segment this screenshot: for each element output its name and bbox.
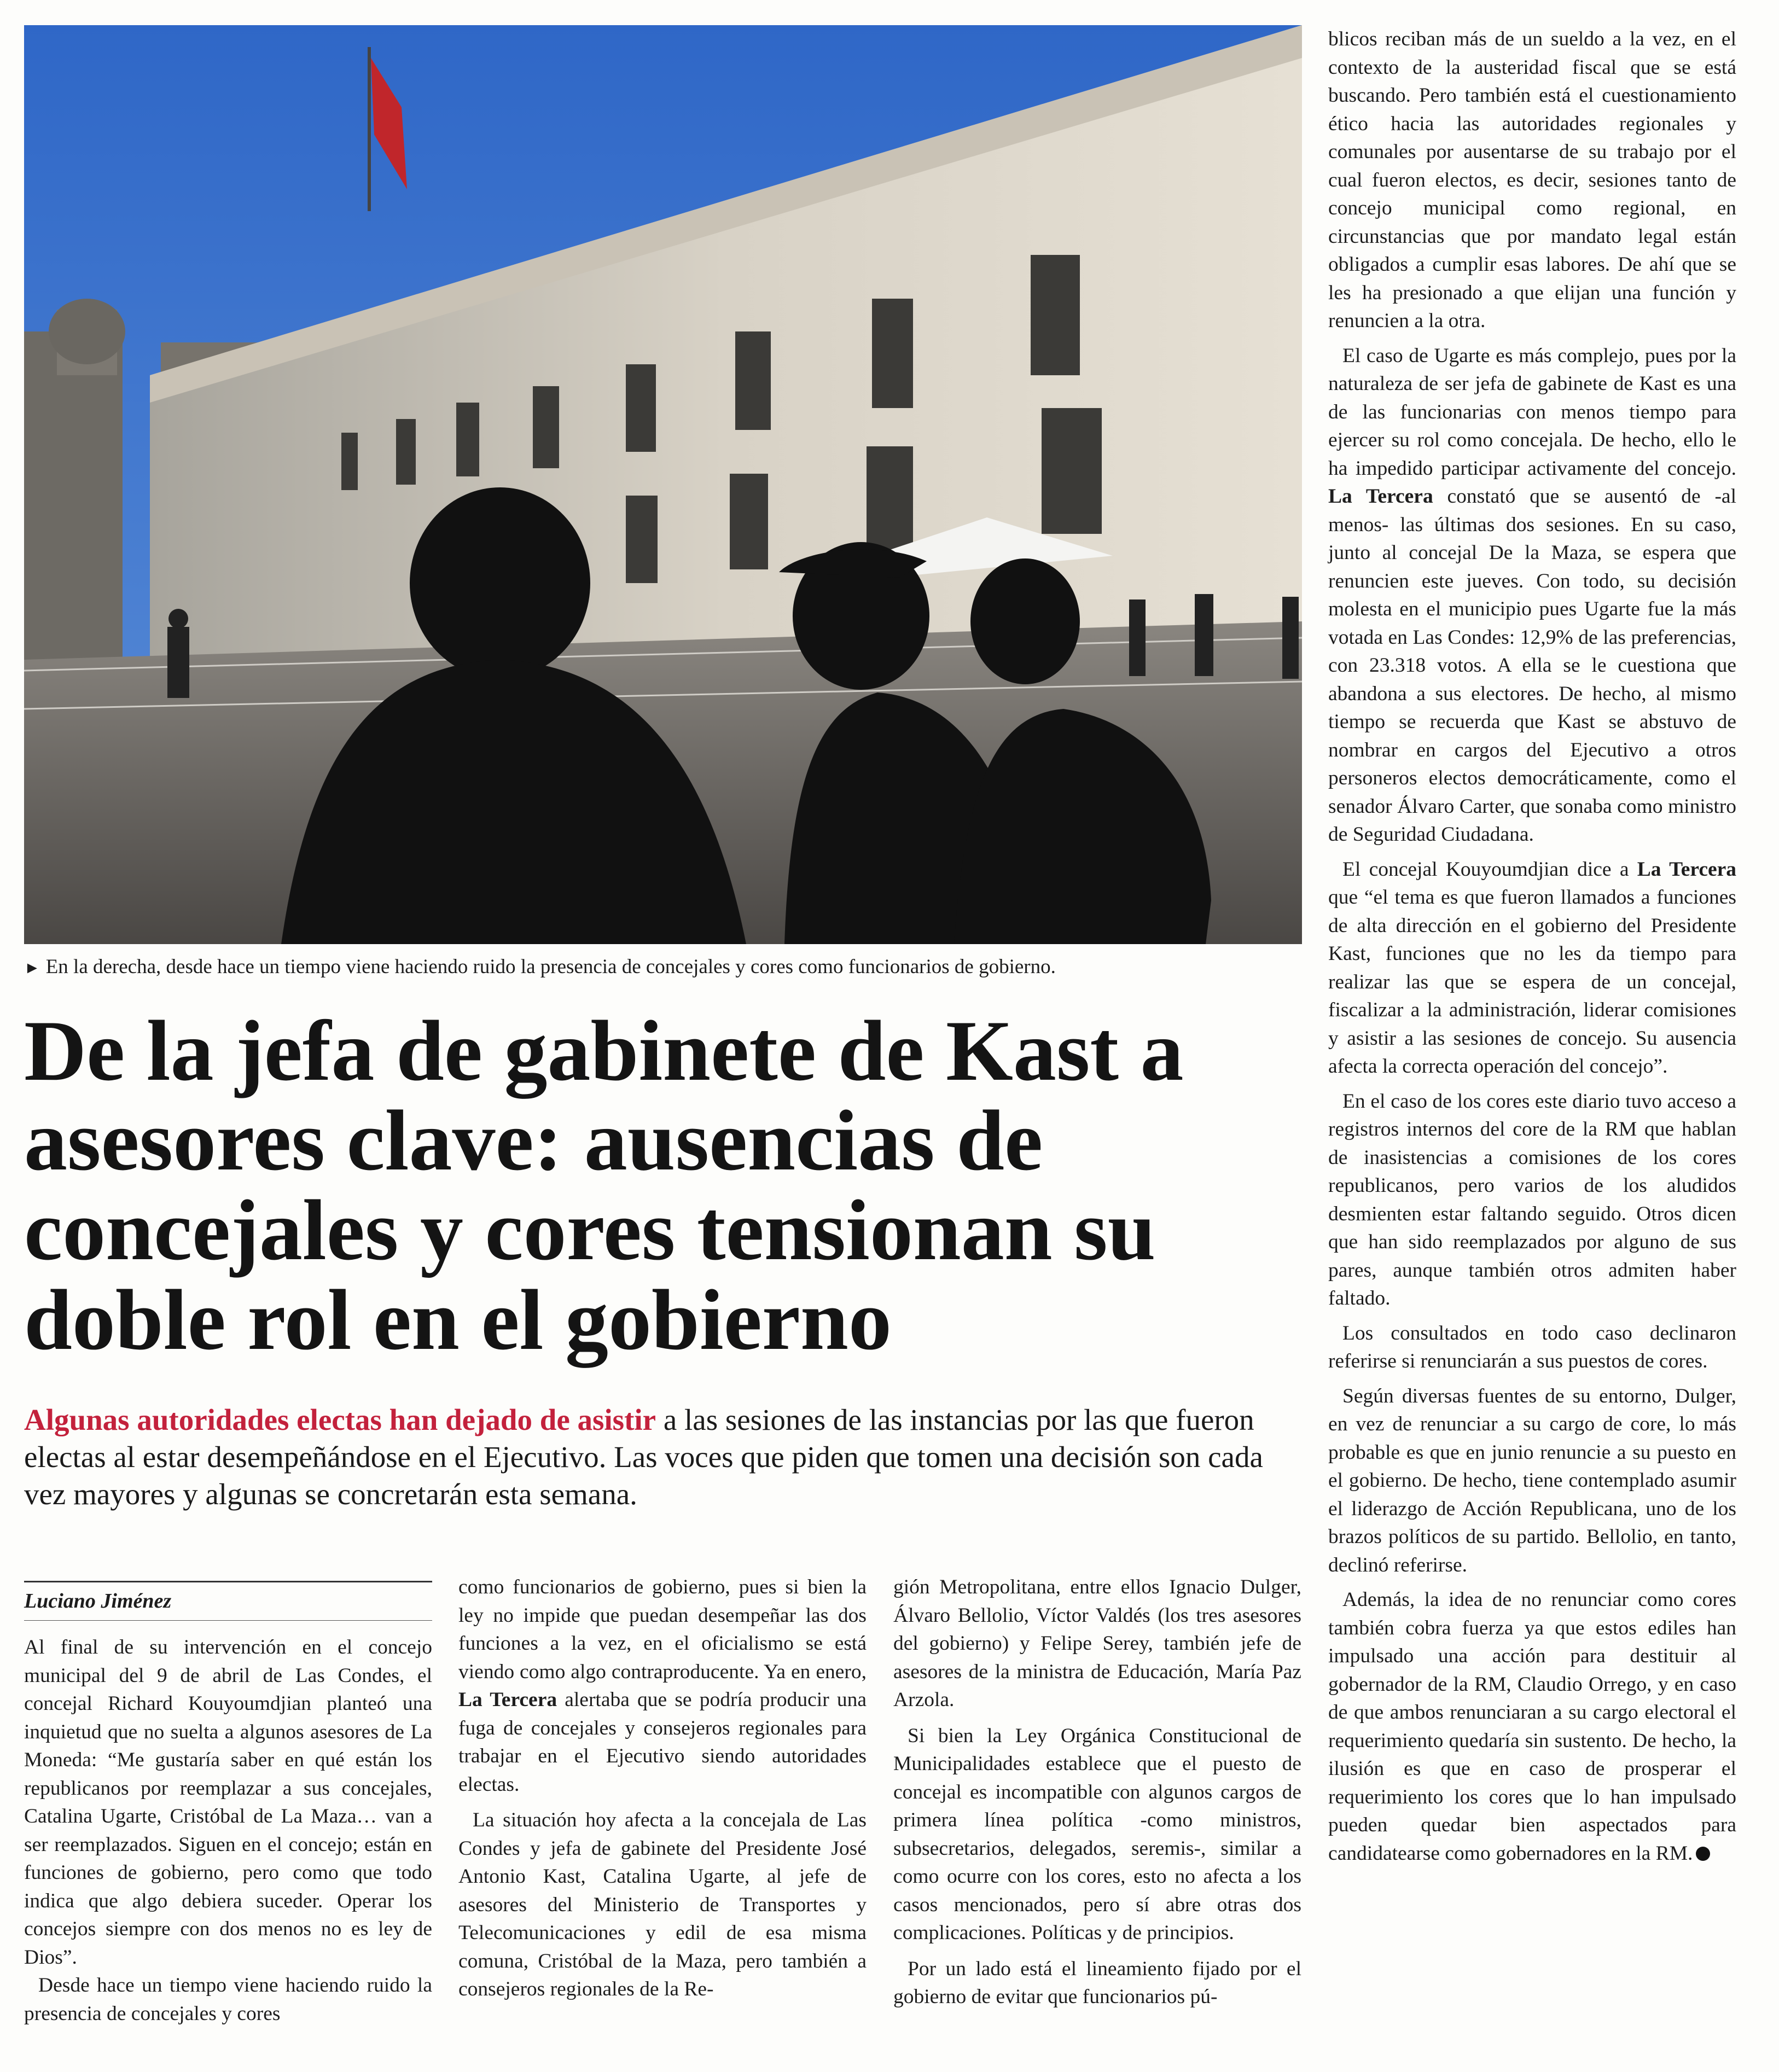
newspaper-name: La Tercera [1637, 858, 1737, 881]
end-mark-icon [1696, 1847, 1710, 1861]
paragraph: Al final de su intervención en el concejo municipal del 9 de abril de Las Condes, el concejal Richard Kouyoumdjian planteó una inquietud que no suelta a algunos asesores de La Moneda: “Me gustaría saber en qué están los republicanos por reemplazar a sus concejales, Catalina Ugarte, Cristóbal de La Maza… van a ser reemplazados. Siguen en el concejo; están en funciones de gobierno, pero como que todo indica que algo debiera suceder. Operar los concejos siempre con dos menos no es ley de Dios”. [24, 1636, 432, 1969]
text-run: Además, la idea de no renunciar como cores también cobra fuerza ya que estos ediles han impulsado una acción para destituir al gobernador de la RM, Claudio Orrego, y en caso de que ambos renunciaran a su cargo electoral el requerimiento quedaría sin sustento. De hecho, la ilusión es que en caso de prosperar el requerimiento los cores que lo han impulsado pueden quedar bien aspectados para candidatearse como gobernadores en la RM. [1328, 1588, 1736, 1865]
body-column-1 [24, 1633, 432, 2028]
paragraph: blicos reciban más de un sueldo a la vez, en el contexto de la austeridad fiscal que se está buscando. Pero también está el cuestionamiento ético hacia las autoridades regionales y comunales por ausentarse de su trabajo por el cual fueron electos, es decir, sesiones tanto de concejo municipal como regional, en circunstancias que por mandato legal están obligados a cumplir esas labores. De ahí que se les ha presionado a que elijan una función y renuncien a la otra. [1328, 28, 1736, 332]
paragraph [458, 1573, 867, 1799]
deck-rest: a las sesiones de las instancias por las que fueron electas al estar desempeñándose en el Ejecutivo. Las voces que piden que tomen una decisión son cada vez mayores y algunas se concretarán esta semana. [24, 1403, 1263, 1511]
body-column-3 [893, 1573, 1301, 2011]
paragraph [1328, 1586, 1736, 1867]
newspaper-name: La Tercera [458, 1689, 557, 1711]
text-run: El caso de Ugarte es más complejo, pues por la naturaleza de ser jefa de gabinete de Kast es una de las funcionarias con menos tiempo para ejercer su rol como concejala. De hecho, ello le ha impedido participar activamente del concejo. [1328, 344, 1736, 480]
paragraph: Por un lado está el lineamiento fijado por el gobierno de evitar que funcionarios pú- [893, 1957, 1301, 2008]
paragraph: Desde hace un tiempo viene haciendo ruido la presencia de concejales y cores [24, 1974, 432, 2025]
text-run: constató que se ausentó de -al menos- las últimas dos sesiones. En su caso, junto al concejal De la Maza, se espera que renuncien este jueves. Con todo, su decisión molesta en el municipio pues Ugarte fue la más votada en Las Condes: 12,9% de las preferencias, con 23.318 votos. A ella se le cuestiona que abandona a sus electores. De hecho, al mismo tiempo se recuerda que Kast se abstuvo de nombrar en cargos del Ejecutivo a otros personeros electos democráticamente, como el senador Álvaro Carter, que sonaba como ministro de Seguridad Ciudadana. [1328, 485, 1736, 846]
newspaper-name: La Tercera [1328, 485, 1433, 508]
paragraph: La situación hoy afecta a la concejala de Las Condes y jefa de gabinete del Presidente José Antonio Kast, Catalina Ugarte, al jefe de asesores del Ministerio de Transportes y Telecomunicaciones y edil de esa misma comuna, Cristóbal de la Maza, pero también a consejeros regionales de la Re- [458, 1809, 867, 2000]
caption-text: En la derecha, desde hace un tiempo viene haciendo ruido la presencia de concejales y cores como funcionarios de gobierno. [45, 956, 1056, 978]
paragraph: Los consultados en todo caso declinaron referirse si renunciarán a sus puestos de cores. [1328, 1322, 1736, 1372]
deck-subtitle [24, 1401, 1277, 1513]
caption-marker-icon: ► [24, 959, 40, 977]
photo-caption [24, 954, 1304, 981]
byline: Luciano Jiménez [24, 1590, 172, 1613]
byline-bottom-rule [24, 1620, 432, 1621]
paragraph: Según diversas fuentes de su entorno, Dulger, en vez de renunciar a su cargo de core, lo más probable es que en junio renuncie a su puesto en el gobierno. De hecho, tiene contemplado asumir el liderazgo de Acción Republicana, uno de los brazos políticos de su partido. Bellolio, en tanto, declinó referirse. [1328, 1384, 1736, 1576]
photo-la-moneda [24, 25, 1302, 944]
paragraph [1328, 342, 1736, 849]
paragraph: En el caso de los cores este diario tuvo acceso a registros internos del core de la RM que hablan de inasistencias a comisiones de los cores republicanos, pero varios de los aludidos desmienten estar faltando seguido. Otros dicen que han sido reemplazados por alguno de sus pares, aunque también otros admiten haber faltado. [1328, 1090, 1736, 1309]
paragraph [1328, 855, 1736, 1081]
paragraph: gión Metropolitana, entre ellos Ignacio Dulger, Álvaro Bellolio, Víctor Valdés (los tres asesores del gobierno) y Felipe Serey, también jefe de asesores de la ministra de Educación, María Paz Arzola. [893, 1576, 1301, 1711]
headline: De la jefa de gabinete de Kast a asesores clave: ausencias de concejales y cores tensionan su doble rol en el gobierno [24, 1003, 1184, 1368]
paragraph: Si bien la Ley Orgánica Constitucional de Municipalidades establece que el puesto de concejal es incompatible con algunos cargos de primera línea política -como ministros, subsecretarios, delegados, seremis-, similar a como ocurre con los cores, esto no afecta a los casos mencionados, pero sí abre otras dos complicaciones. Políticas y de principios. [893, 1724, 1301, 1944]
byline-top-rule [24, 1581, 432, 1582]
body-column-4 [1328, 25, 1736, 1867]
article-photo [24, 25, 1302, 944]
text-run: alertaba que se podría producir una fuga de concejales y consejeros regionales para trabajar en el Ejecutivo siendo autoridades electas. [458, 1689, 867, 1796]
body-column-2 [458, 1573, 867, 2004]
deck-lead: Algunas autoridades electas han dejado de asistir [24, 1403, 656, 1436]
text-run: como funcionarios de gobierno, pues si bien la ley no impide que puedan desempeñar las dos funciones a la vez, en el oficialismo se está viendo como algo contraproducente. Ya en enero, [458, 1576, 867, 1683]
text-run: que “el tema es que fueron llamados a funciones de alta dirección en el gobierno del Presidente Kast, funciones que no les da tiempo para realizar las que se espera de un concejal, fiscalizar a la administración, liderar comisiones y asistir a las sesiones de concejo. Su ausencia afecta la correcta operación del concejo”. [1328, 886, 1736, 1078]
text-run: El concejal Kouyoumdjian dice a [1342, 858, 1637, 881]
